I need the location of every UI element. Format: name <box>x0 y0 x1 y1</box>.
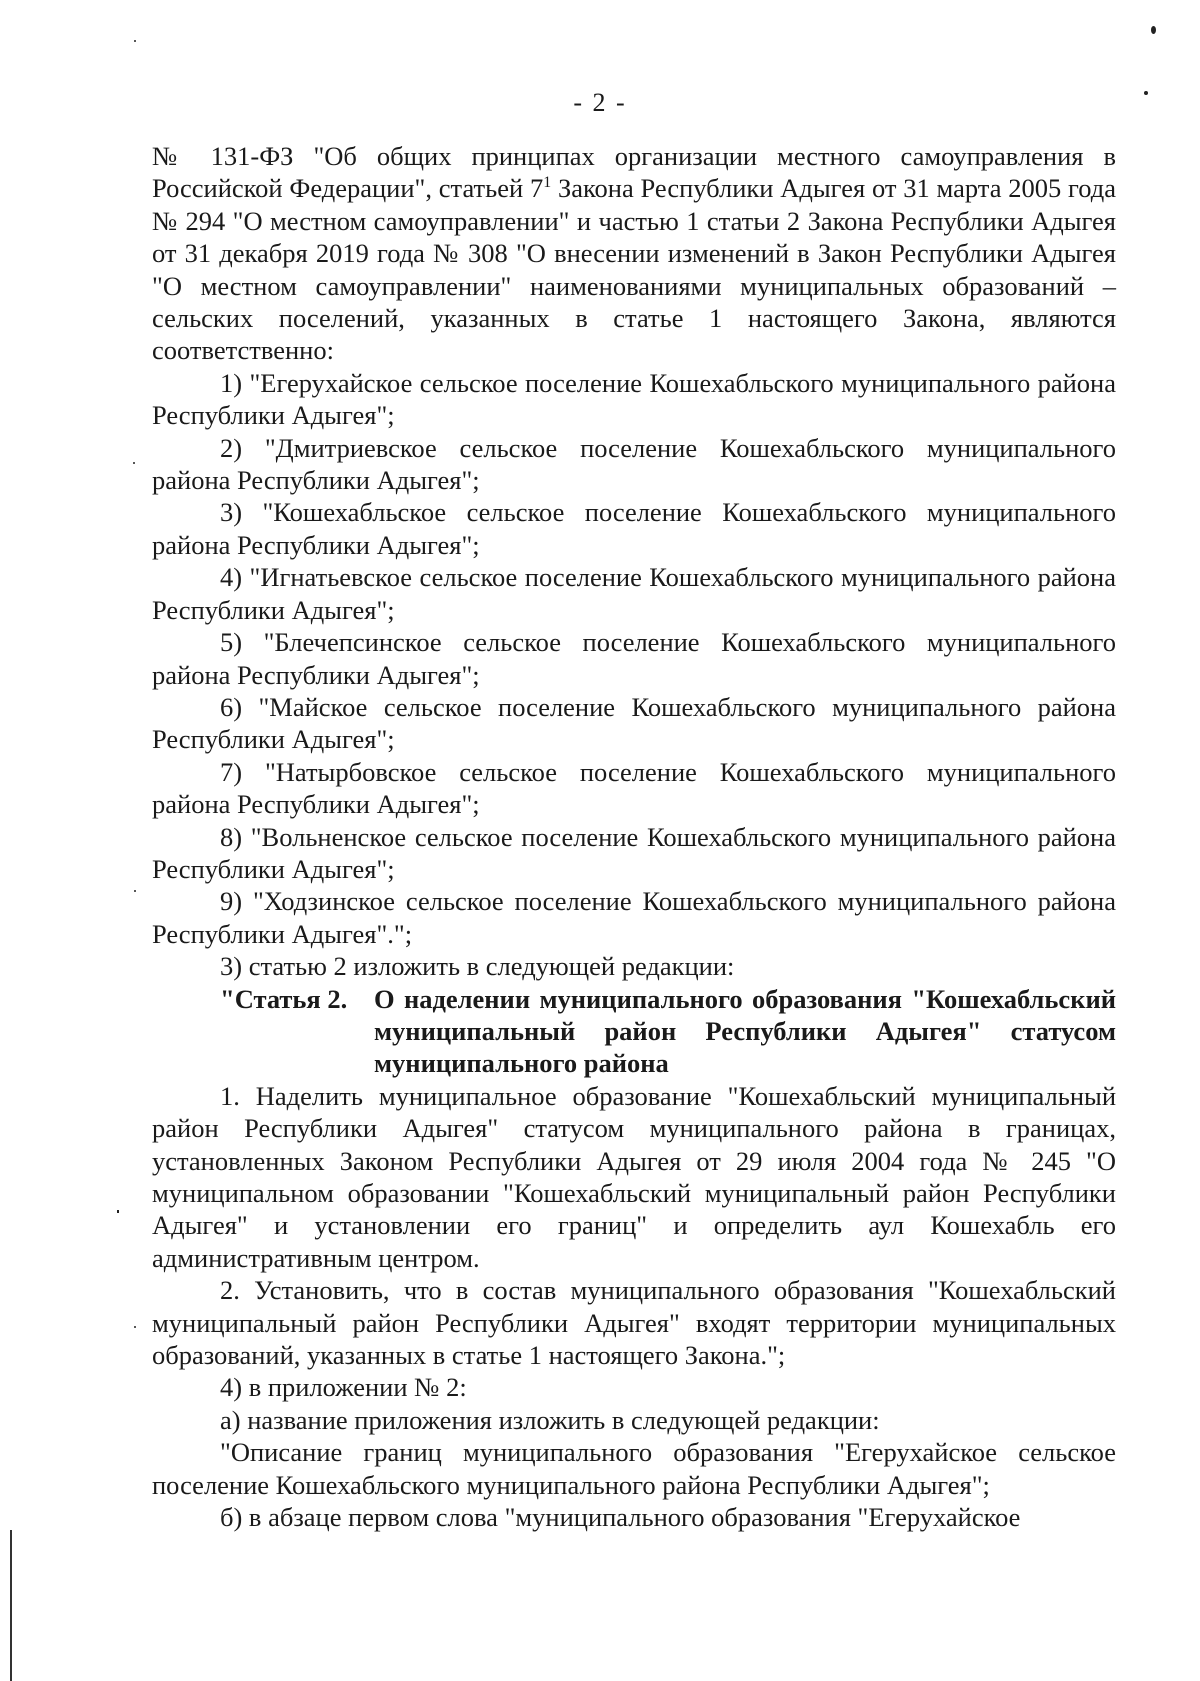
settlement-item-2: 2) "Дмитриевское сельское поселение Кошехабльского муниципального района Республики Адыгея"; <box>152 432 1116 496</box>
scan-speck <box>1151 26 1156 34</box>
intro-text-2: Закона Республики Адыгея от 31 марта 2005 года № 294 "О местном самоуправлении" и частью 1 статьи 2 Закона Республики Адыгея от 31 декабря 2019 года № 308 "О внесении изменений в Закон Республики Адыгея "О местном самоуправлении" наименованиями муниципальных образований – сельских поселений, указанных в статье 1 настоящего Закона, являются соответственно: <box>152 173 1117 366</box>
sub-item-a-quote: "Описание границ муниципального образования "Егерухайское сельское поселение Кошехабльского муниципального района Республики Адыгея"; <box>152 1437 1116 1500</box>
scan-speck <box>133 462 135 464</box>
sub-item-a: а) название приложения изложить в следующей редакции: <box>220 1404 880 1435</box>
scan-speck <box>134 1326 136 1328</box>
settlement-item-1: 1) "Егерухайское сельское поселение Кошехабльского муниципального района Республики Адыгея"; <box>152 367 1116 431</box>
intro-text-1: № 131-ФЗ "Об общих принципах организации местного самоуправления в Российской Федерации", статьей 7 <box>152 141 1116 204</box>
page-number: - 2 - <box>573 88 627 117</box>
settlement-item-9: 9) "Ходзинское сельское поселение Кошехабльского муниципального района Республики Адыгея"."; <box>152 886 1116 949</box>
settlement-item-8: 8) "Вольненское сельское поселение Кошехабльского муниципального района Республики Адыгея"; <box>152 821 1116 884</box>
amendment-item-3: 3) статью 2 изложить в следующей редакции: <box>220 951 735 982</box>
article-2-paragraph-2: 2. Установить, что в состав муниципального образования "Кошехабльский муниципальный район Республики Адыгея" входят территории муниципальных образований, указанных в статье 1 настоящего Закона."; <box>152 1275 1116 1371</box>
document-body <box>152 140 1116 1533</box>
article-2-label: "Статья 2. <box>220 983 348 1014</box>
scan-speck <box>134 890 136 892</box>
scan-speck <box>117 1210 119 1213</box>
scan-speck <box>134 40 136 42</box>
article-2-paragraph-1: 1. Наделить муниципальное образование "Кошехабльский муниципальный район Республики Адыгея" статусом муниципального района в границах, установленных Законом Республики Адыгея от 29 июля 2004 года № 245 "О муниципальном образовании "Кошехабльский муниципальный район Республики Адыгея" и установлении его границ" и определить аул Кошехабль его административным центром. <box>152 1080 1116 1273</box>
settlement-item-5: 5) "Блечепсинское сельское поселение Кошехабльского муниципального района Республики Адыгея"; <box>152 627 1116 690</box>
settlement-item-3: 3) "Кошехабльское сельское поселение Кошехабльского муниципального района Республики Адыгея"; <box>152 497 1116 560</box>
scan-edge-line <box>10 1530 12 1681</box>
amendment-item-4: 4) в приложении № 2: <box>220 1372 467 1403</box>
settlement-item-4: 4) "Игнатьевское сельское поселение Кошехабльского муниципального района Республики Адыгея"; <box>152 562 1116 625</box>
article-2-heading <box>152 983 1116 1080</box>
intro-paragraph <box>152 140 1116 367</box>
settlement-item-7: 7) "Натырбовское сельское поселение Кошехабльского муниципального района Республики Адыгея"; <box>152 756 1116 820</box>
sub-item-b: б) в абзаце первом слова "муниципального образования "Егерухайское <box>220 1502 1021 1533</box>
intro-superscript: 1 <box>543 174 552 192</box>
settlement-item-6: 6) "Майское сельское поселение Кошехабльского муниципального района Республики Адыгея"; <box>152 691 1116 755</box>
article-2-title: О наделении муниципального образования "Кошехабльский муниципальный район Республики Адыгея" статусом муниципального района <box>374 983 1116 1079</box>
